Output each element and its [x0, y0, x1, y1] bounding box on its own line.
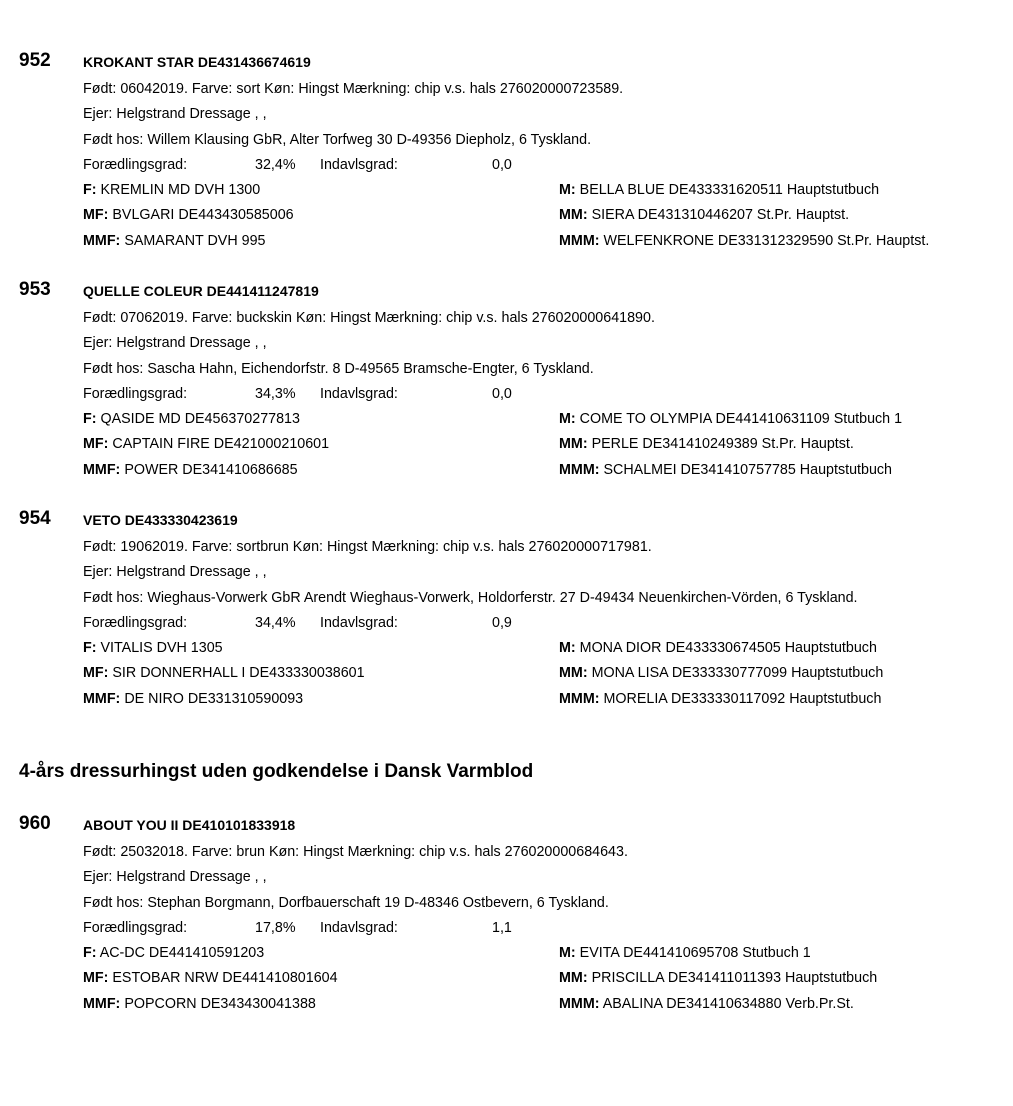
horse-name: ABOUT YOU II DE410101833918 — [83, 817, 296, 833]
owner-info: Ejer: Helgstrand Dressage , , — [83, 335, 267, 351]
breeder-info: Født hos: Wieghaus-Vorwerk GbR Arendt Wieghaus-Vorwerk, Holdorferstr. 27 D-49434 Neuenkirchen-Vörden, 6 Tyskland. — [83, 590, 858, 606]
owner-info: Ejer: Helgstrand Dressage , , — [83, 106, 267, 122]
foraedling-label: Forædlingsgrad: — [83, 920, 188, 936]
dam-dam: MM: PRISCILLA DE341411011393 Hauptstutbuch — [559, 970, 878, 986]
foraedling-value: 17,8% — [255, 920, 296, 936]
sire: F: QASIDE MD DE456370277813 — [83, 411, 300, 427]
owner-info: Ejer: Helgstrand Dressage , , — [83, 869, 267, 885]
horse-name: VETO DE433330423619 — [83, 512, 238, 528]
dam: M: BELLA BLUE DE433331620511 Hauptstutbuch — [559, 182, 880, 198]
birth-info: Født: 07062019. Farve: buckskin Køn: Hingst Mærkning: chip v.s. hals 276020000641890. — [83, 310, 655, 326]
horse-name: QUELLE COLEUR DE441411247819 — [83, 283, 319, 299]
birth-info: Født: 25032018. Farve: brun Køn: Hingst Mærkning: chip v.s. hals 276020000684643. — [83, 844, 628, 860]
indavl-label: Indavlsgrad: — [320, 157, 398, 173]
dam-dam-dam: MMM: ABALINA DE341410634880 Verb.Pr.St. — [559, 996, 854, 1012]
dam-dam-dam: MMM: WELFENKRONE DE331312329590 St.Pr. Hauptst. — [559, 233, 930, 249]
dam-dam-sire: MMF: DE NIRO DE331310590093 — [83, 691, 304, 707]
dam-dam: MM: SIERA DE431310446207 St.Pr. Hauptst. — [559, 207, 850, 223]
breeder-info: Født hos: Stephan Borgmann, Dorfbauerschaft 19 D-48346 Ostbevern, 6 Tyskland. — [83, 895, 609, 911]
foraedling-value: 34,4% — [255, 615, 296, 631]
dam-dam: MM: PERLE DE341410249389 St.Pr. Hauptst. — [559, 436, 854, 452]
indavl-label: Indavlsgrad: — [320, 386, 398, 402]
dam: M: COME TO OLYMPIA DE441410631109 Stutbuch 1 — [559, 411, 903, 427]
dam: M: EVITA DE441410695708 Stutbuch 1 — [559, 945, 811, 961]
birth-info: Født: 06042019. Farve: sort Køn: Hingst Mærkning: chip v.s. hals 276020000723589. — [83, 81, 624, 97]
indavl-label: Indavlsgrad: — [320, 615, 398, 631]
foraedling-label: Forædlingsgrad: — [83, 386, 188, 402]
owner-info: Ejer: Helgstrand Dressage , , — [83, 564, 267, 580]
breeder-info: Født hos: Willem Klausing GbR, Alter Torfweg 30 D-49356 Diepholz, 6 Tyskland. — [83, 132, 592, 148]
section-title: 4-års dressurhingst uden godkendelse i Dansk Varmblod — [19, 761, 534, 782]
dam-sire: MF: ESTOBAR NRW DE441410801604 — [83, 970, 338, 986]
indavl-label: Indavlsgrad: — [320, 920, 398, 936]
entry-number: 953 — [19, 279, 51, 300]
foraedling-value: 32,4% — [255, 157, 296, 173]
sire: F: VITALIS DVH 1305 — [83, 640, 223, 656]
foraedling-label: Forædlingsgrad: — [83, 615, 188, 631]
dam-dam-sire: MMF: POPCORN DE343430041388 — [83, 996, 316, 1012]
dam-dam-dam: MMM: MORELIA DE333330117092 Hauptstutbuch — [559, 691, 882, 707]
entry-number: 952 — [19, 50, 51, 71]
indavl-value: 0,0 — [492, 386, 512, 402]
horse-name: KROKANT STAR DE431436674619 — [83, 54, 311, 70]
entry-number: 954 — [19, 508, 51, 529]
indavl-value: 0,0 — [492, 157, 512, 173]
indavl-value: 0,9 — [492, 615, 512, 631]
dam: M: MONA DIOR DE433330674505 Hauptstutbuch — [559, 640, 877, 656]
dam-sire: MF: SIR DONNERHALL I DE433330038601 — [83, 665, 365, 681]
dam-dam-dam: MMM: SCHALMEI DE341410757785 Hauptstutbuch — [559, 462, 892, 478]
dam-dam-sire: MMF: SAMARANT DVH 995 — [83, 233, 266, 249]
indavl-value: 1,1 — [492, 920, 512, 936]
foraedling-label: Forædlingsgrad: — [83, 157, 188, 173]
dam-dam: MM: MONA LISA DE333330777099 Hauptstutbuch — [559, 665, 884, 681]
sire: F: KREMLIN MD DVH 1300 — [83, 182, 261, 198]
dam-sire: MF: BVLGARI DE443430585006 — [83, 207, 294, 223]
breeder-info: Født hos: Sascha Hahn, Eichendorfstr. 8 D-49565 Bramsche-Engter, 6 Tyskland. — [83, 361, 594, 377]
entry-number: 960 — [19, 813, 51, 834]
birth-info: Født: 19062019. Farve: sortbrun Køn: Hingst Mærkning: chip v.s. hals 276020000717981. — [83, 539, 652, 555]
dam-dam-sire: MMF: POWER DE341410686685 — [83, 462, 298, 478]
sire: F: AC-DC DE441410591203 — [83, 945, 265, 961]
foraedling-value: 34,3% — [255, 386, 296, 402]
dam-sire: MF: CAPTAIN FIRE DE421000210601 — [83, 436, 330, 452]
